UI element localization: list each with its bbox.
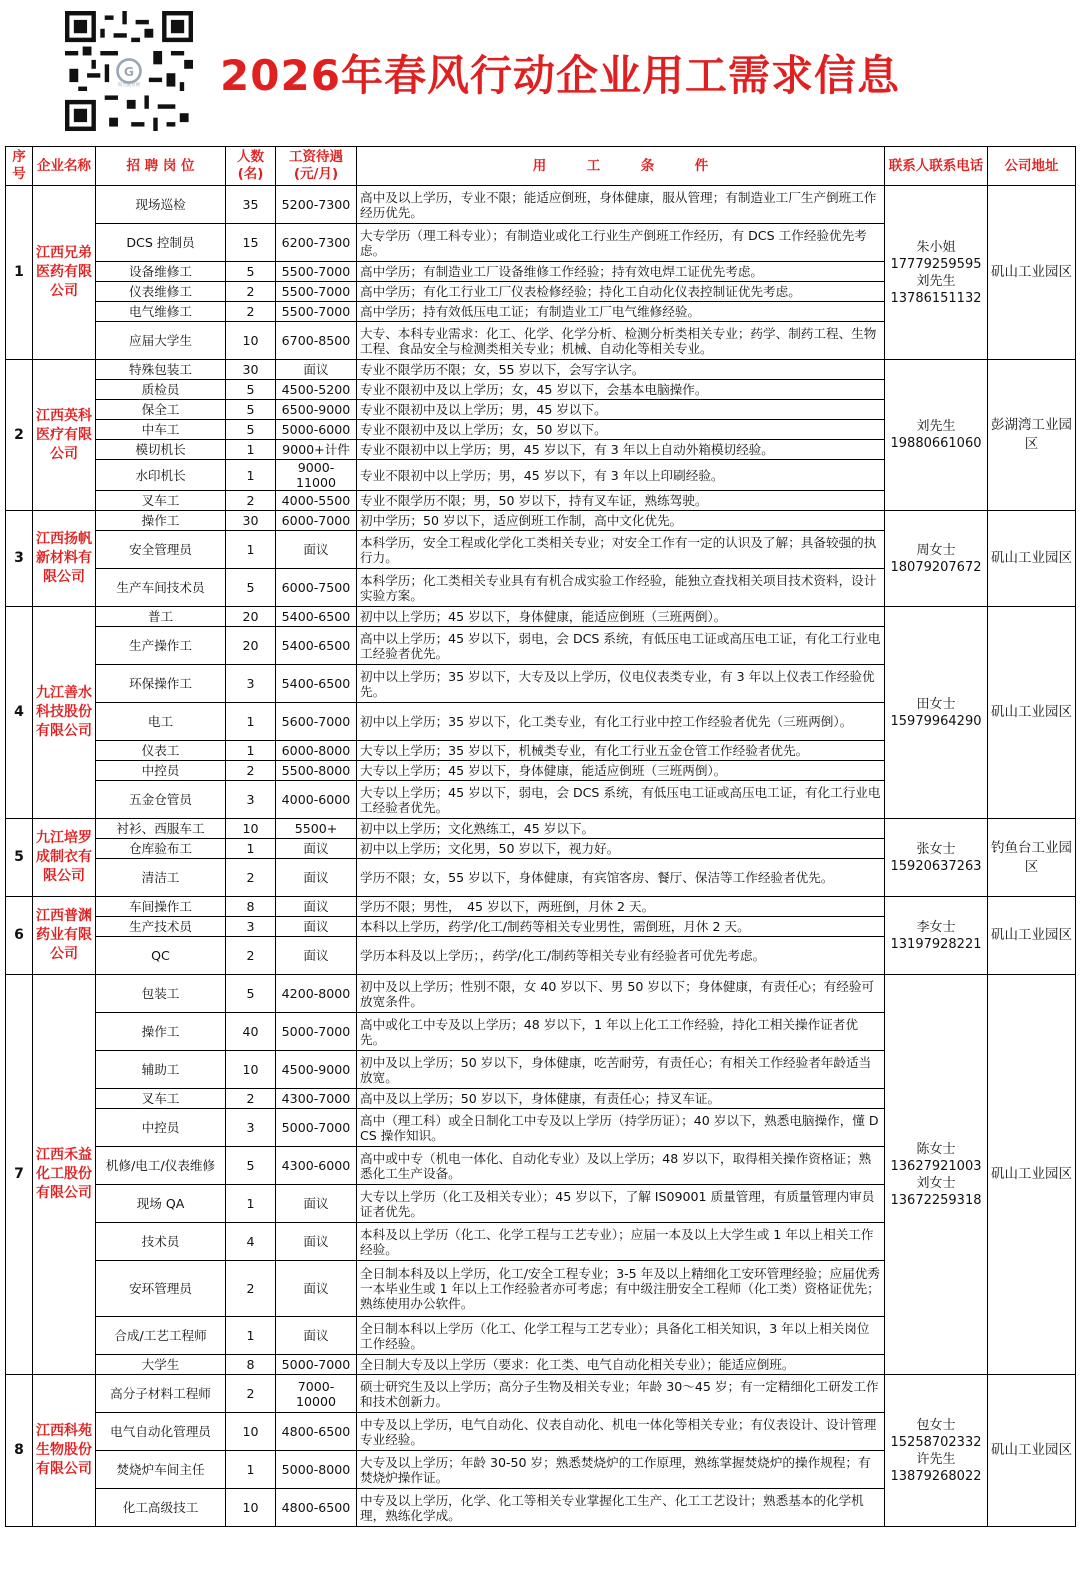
headcount: 1 [226,1451,276,1489]
contact-line: 刘先生 [916,273,956,289]
position-title: 生产技术员 [96,917,226,937]
contact-line: 李女士 [916,919,956,935]
headcount: 10 [226,1413,276,1451]
headcount: 15 [226,224,276,262]
position-title: 电工 [96,703,226,741]
headcount: 3 [226,917,276,937]
position-title: 安全管理员 [96,531,226,569]
salary: 7000-10000 [276,1375,357,1413]
table-row [6,186,1076,224]
salary: 5600-7000 [276,703,357,741]
company-name: 九江培罗成制衣有限公司 [33,819,96,897]
contact-line: 陈女士 [916,1141,956,1157]
salary: 面议 [276,859,357,897]
requirements: 大专以上学历；45 岁以下，身体健康，能适应倒班（三班两倒）。 [357,761,885,781]
position-title: 现场巡检 [96,186,226,224]
position-title: 电气维修工 [96,302,226,322]
salary: 5500-7000 [276,262,357,282]
contact-info [885,607,988,819]
headcount: 8 [226,897,276,917]
headcount: 3 [226,665,276,703]
job-table [5,146,1076,1527]
salary: 5400-6500 [276,607,357,627]
headcount: 4 [226,1223,276,1261]
salary: 面议 [276,839,357,859]
salary: 面议 [276,531,357,569]
headcount: 8 [226,1355,276,1375]
salary: 4500-9000 [276,1051,357,1089]
company-address: 彭湖湾工业园区 [988,360,1076,511]
contact-line: 15258702332 [890,1434,982,1450]
position-title: 安环管理员 [96,1261,226,1317]
headcount: 30 [226,360,276,380]
salary: 5400-6500 [276,627,357,665]
position-title: 中控员 [96,1109,226,1147]
position-title: 大学生 [96,1355,226,1375]
contact-info [885,360,988,511]
requirements: 初中以上学历；45 岁以下，身体健康，能适应倒班（三班两倒）。 [357,607,885,627]
row-index: 4 [6,607,33,819]
salary: 5500+ [276,819,357,839]
contact-line: 许先生 [916,1451,956,1467]
contact-line: 13627921003 [890,1158,982,1174]
requirements: 初中以上学历；35 岁以下，化工类专业，有化工行业中控工作经验者优先（三班两倒）。 [357,703,885,741]
row-index: 5 [6,819,33,897]
requirements: 全日制本科以上学历（化工、化学工程与工艺专业）；具备化工相关知识，3 年以上相关岗位工作经验。 [357,1317,885,1355]
salary: 面议 [276,1223,357,1261]
table-row [6,1375,1076,1413]
headcount: 5 [226,569,276,607]
table-row [6,897,1076,917]
requirements: 高中或中专（机电一体化、自动化专业）及以上学历；48 岁以下，取得相关操作资格证；熟悉化工生产设备。 [357,1147,885,1185]
contact-line: 周女士 [916,542,956,558]
company-name: 江西科苑生物股份有限公司 [33,1375,96,1527]
row-index: 3 [6,511,33,607]
requirements: 学历不限；男性， 45 岁以下，两班倒，月休 2 天。 [357,897,885,917]
requirements: 本科学历；化工类相关专业具有有机合成实验工作经验，能独立查找相关项目技术资料，设计实验方案。 [357,569,885,607]
headcount: 30 [226,511,276,531]
salary: 9000+计件 [276,440,357,460]
requirements: 专业不限学历不限；男，50 岁以下，持有叉车证，熟练驾驶。 [357,491,885,511]
company-name: 九江善水科技股份有限公司 [33,607,96,819]
header-count: 人数(名) [226,147,276,186]
headcount: 10 [226,1489,276,1527]
headcount: 1 [226,1317,276,1355]
company-address: 矶山工业园区 [988,897,1076,975]
qr-code [65,11,193,131]
requirements: 全日制本科及以上学历，化工/安全工程专业；3-5 年及以上精细化工安环管理经验；应届优秀一本毕业生或 1 年以上工作经验者亦可考虑；有中级注册安全工程师（化工类）资格证优先；熟练使用办公软件。 [357,1261,885,1317]
table-row [6,975,1076,1013]
header-address: 公司地址 [988,147,1076,186]
contact-info [885,186,988,360]
headcount: 2 [226,1261,276,1317]
headcount: 20 [226,627,276,665]
salary: 5500-7000 [276,282,357,302]
position-title: 机修/电工/仪表维修 [96,1147,226,1185]
headcount: 5 [226,975,276,1013]
salary: 6000-7000 [276,511,357,531]
company-name: 江西英科医疗有限公司 [33,360,96,511]
requirements: 中专及以上学历，电气自动化、仪表自动化、机电一体化等相关专业；有仪表设计、设计管理专业经验。 [357,1413,885,1451]
requirements: 高中（理工科）或全日制化工中专及以上学历（持学历证）；40 岁以下，熟悉电脑操作，懂 DCS 操作知识。 [357,1109,885,1147]
position-title: 特殊包装工 [96,360,226,380]
requirements: 大专、本科专业需求：化工、化学、化学分析、检测分析类相关专业；药学、制药工程、生物工程、食品安全与检测类相关专业；机械、自动化等相关专业。 [357,322,885,360]
requirements: 初中以上学历；文化熟练工，45 岁以下。 [357,819,885,839]
row-index: 2 [6,360,33,511]
headcount: 1 [226,460,276,491]
requirements: 专业不限初中及以上学历；女，50 岁以下。 [357,420,885,440]
requirements: 高中学历；持有效低压电工证；有制造业工厂电气维修经验。 [357,302,885,322]
table-row [6,819,1076,839]
position-title: 生产车间技术员 [96,569,226,607]
salary: 9000-11000 [276,460,357,491]
position-title: 模切机长 [96,440,226,460]
headcount: 2 [226,1375,276,1413]
contact-line: 13786151132 [890,290,982,306]
row-index: 8 [6,1375,33,1527]
requirements: 高中及以上学历，专业不限；能适应倒班，身体健康，服从管理；有制造业工厂生产倒班工作经历优先。 [357,186,885,224]
headcount: 35 [226,186,276,224]
company-address: 矶山工业园区 [988,511,1076,607]
position-title: 焚烧炉车间主任 [96,1451,226,1489]
position-title: 普工 [96,607,226,627]
requirements: 初中学历；50 岁以下，适应倒班工作制，高中文化优先。 [357,511,885,531]
salary: 5000-7000 [276,1109,357,1147]
salary: 4200-8000 [276,975,357,1013]
salary: 4800-6500 [276,1489,357,1527]
headcount: 3 [226,1109,276,1147]
row-index: 1 [6,186,33,360]
requirements: 专业不限初中以上学历；男，45 岁以下，有 3 年以上印刷经验。 [357,460,885,491]
header-requirements: 用 工 条 件 [357,147,885,186]
salary: 面议 [276,937,357,975]
salary: 面议 [276,360,357,380]
requirements: 中专及以上学历，化学、化工等相关专业掌握化工生产、化工工艺设计；熟悉基本的化学机理，熟练化学成。 [357,1489,885,1527]
company-address: 矶山工业园区 [988,975,1076,1375]
salary: 6200-7300 [276,224,357,262]
position-title: 环保操作工 [96,665,226,703]
position-title: 设备维修工 [96,262,226,282]
salary: 5500-8000 [276,761,357,781]
headcount: 1 [226,839,276,859]
salary: 6000-8000 [276,741,357,761]
position-title: 现场 QA [96,1185,226,1223]
headcount: 1 [226,440,276,460]
headcount: 1 [226,1185,276,1223]
header-company: 企业名称 [33,147,96,186]
contact-line: 17779259595 [890,256,982,272]
salary: 4300-6000 [276,1147,357,1185]
requirements: 初中以上学历；35 岁以下，大专及以上学历，仪电仪表类专业，有 3 年以上仪表工作经验优先。 [357,665,885,703]
requirements: 专业不限初中及以上学历；女，45 岁以下，会基本电脑操作。 [357,380,885,400]
company-name: 江西普渊药业有限公司 [33,897,96,975]
contact-line: 张女士 [916,841,956,857]
headcount: 20 [226,607,276,627]
position-title: 仪表维修工 [96,282,226,302]
position-title: 操作工 [96,1013,226,1051]
requirements: 大专及以上学历；年龄 30-50 岁；熟悉焚烧炉的工作原理，熟练掌握焚烧炉的操作规程；有焚烧炉操作证。 [357,1451,885,1489]
salary: 5000-6000 [276,420,357,440]
contact-line: 15920637263 [890,858,982,874]
headcount: 40 [226,1013,276,1051]
table-header [6,147,1076,186]
position-title: 衬衫、西服车工 [96,819,226,839]
headcount: 1 [226,531,276,569]
company-name: 江西禾益化工股份有限公司 [33,975,96,1375]
headcount: 2 [226,302,276,322]
table-row [6,607,1076,627]
position-title: 仓库验布工 [96,839,226,859]
salary: 面议 [276,1261,357,1317]
position-title: 辅助工 [96,1051,226,1089]
headcount: 2 [226,937,276,975]
position-title: 水印机长 [96,460,226,491]
salary: 6700-8500 [276,322,357,360]
headcount: 2 [226,859,276,897]
salary: 4000-6000 [276,781,357,819]
company-address: 钓鱼台工业园区 [988,819,1076,897]
position-title: 叉车工 [96,1089,226,1109]
salary: 5500-7000 [276,302,357,322]
position-title: 化工高级技工 [96,1489,226,1527]
requirements: 高中及以上学历；50 岁以下，身体健康，有责任心；持叉车证。 [357,1089,885,1109]
contact-line: 19880661060 [890,436,982,451]
position-title: 高分子材料工程师 [96,1375,226,1413]
requirements: 专业不限初中以上学历；男，45 岁以下，有 3 年以上自动外箱模切经验。 [357,440,885,460]
contact-line: 刘女士 [916,1175,956,1191]
headcount: 1 [226,741,276,761]
position-title: 包装工 [96,975,226,1013]
headcount: 10 [226,819,276,839]
salary: 面议 [276,897,357,917]
requirements: 本科及以上学历（化工、化学工程与工艺专业）；应届一本及以上大学生或 1 年以上相关工作经验。 [357,1223,885,1261]
position-title: 仪表工 [96,741,226,761]
row-index: 6 [6,897,33,975]
company-address: 矶山工业园区 [988,186,1076,360]
requirements: 大专以上学历；45 岁以下，弱电，会 DCS 系统，有低压电工证或高压电工证，有化工行业电工经验者优先。 [357,781,885,819]
position-title: 电气自动化管理员 [96,1413,226,1451]
contact-info [885,975,988,1375]
svg-text:阳光就业网: 阳光就业网 [118,83,140,89]
headcount: 5 [226,262,276,282]
company-name: 江西兄弟医药有限公司 [33,186,96,360]
requirements: 学历不限；女，55 岁以下，身体健康，有宾馆客房、餐厅、保洁等工作经验者优先。 [357,859,885,897]
requirements: 硕士研究生及以上学历；高分子生物及相关专业；年龄 30～45 岁；有一定精细化工研发工作和技术创新力。 [357,1375,885,1413]
position-title: 清洁工 [96,859,226,897]
position-title: 应届大学生 [96,322,226,360]
position-title: 合成/工艺工程师 [96,1317,226,1355]
row-index: 7 [6,975,33,1375]
position-title: 质检员 [96,380,226,400]
headcount: 5 [226,380,276,400]
requirements: 全日制大专及以上学历（要求：化工类、电气自动化相关专业）；能适应倒班。 [357,1355,885,1375]
salary: 面议 [276,1317,357,1355]
requirements: 高中以上学历；45 岁以下，弱电，会 DCS 系统，有低压电工证或高压电工证，有化工行业电工经验者优先。 [357,627,885,665]
salary: 5400-6500 [276,665,357,703]
requirements: 本科以上学历，药学/化工/制药等相关专业男性，需倒班，月休 2 天。 [357,917,885,937]
salary: 面议 [276,917,357,937]
headcount: 2 [226,1089,276,1109]
salary: 5000-7000 [276,1013,357,1051]
headcount: 10 [226,322,276,360]
headcount: 5 [226,1147,276,1185]
requirements: 本科学历，安全工程或化学化工类相关专业；对安全工作有一定的认识及了解；具备较强的执行力。 [357,531,885,569]
company-name: 江西扬帆新材料有限公司 [33,511,96,607]
position-title: 生产操作工 [96,627,226,665]
position-title: 叉车工 [96,491,226,511]
requirements: 大专以上学历（化工及相关专业）；45 岁以下，了解 IS09001 质量管理，有质量管理内审员证者优先。 [357,1185,885,1223]
headcount: 2 [226,761,276,781]
contact-line: 朱小姐 [916,239,956,255]
header-contact: 联系人联系电话 [885,147,988,186]
salary: 4000-5500 [276,491,357,511]
company-address: 矶山工业园区 [988,607,1076,819]
contact-info [885,819,988,897]
position-title: 中控员 [96,761,226,781]
position-title: 保全工 [96,400,226,420]
salary: 5000-7000 [276,1355,357,1375]
header-idx: 序号 [6,147,33,186]
headcount: 2 [226,282,276,302]
requirements: 专业不限初中及以上学历；男，45 岁以下。 [357,400,885,420]
position-title: 车间操作工 [96,897,226,917]
company-address: 矶山工业园区 [988,1375,1076,1527]
requirements: 初中及以上学历；50 岁以下，身体健康，吃苦耐劳，有责任心；有相关工作经验者年龄适当放宽。 [357,1051,885,1089]
table-row [6,511,1076,531]
contact-line: 13879268022 [890,1468,982,1484]
position-title: 中车工 [96,420,226,440]
requirements: 初中以上学历；文化男，50 岁以下，视力好。 [357,839,885,859]
salary: 6000-7500 [276,569,357,607]
position-title: 操作工 [96,511,226,531]
requirements: 专业不限学历不限；女，55 岁以下，会写字认字。 [357,360,885,380]
contact-line: 15979964290 [890,713,982,729]
position-title: QC [96,937,226,975]
requirements: 大专以上学历；35 岁以下，机械类专业，有化工行业五金仓管工作经验者优先。 [357,741,885,761]
position-title: 五金仓管员 [96,781,226,819]
position-title: 技术员 [96,1223,226,1261]
salary: 4800-6500 [276,1413,357,1451]
requirements: 高中学历；有化工行业工厂仪表检修经验；持化工自动化仪表控制证优先考虑。 [357,282,885,302]
salary: 面议 [276,1185,357,1223]
requirements: 高中学历；有制造业工厂设备维修工作经验；持有效电焊工证优先考虑。 [357,262,885,282]
svg-text:G: G [123,63,135,79]
salary: 5000-8000 [276,1451,357,1489]
contact-info [885,897,988,975]
salary: 6500-9000 [276,400,357,420]
header-salary: 工资待遇(元/月) [276,147,357,186]
contact-line: 刘先生 [916,419,956,434]
requirements: 学历本科及以上学历；，药学/化工/制药等相关专业有经验者可优先考虑。 [357,937,885,975]
contact-line: 13672259318 [890,1192,982,1208]
headcount: 2 [226,491,276,511]
contact-line: 18079207672 [890,559,982,575]
requirements: 初中及以上学历；性别不限，女 40 岁以下、男 50 岁以下；身体健康，有责任心；有经验可放宽条件。 [357,975,885,1013]
header-position: 招 聘 岗 位 [96,147,226,186]
salary: 4300-7000 [276,1089,357,1109]
contact-line: 田女士 [916,696,956,712]
headcount: 3 [226,781,276,819]
salary: 4500-5200 [276,380,357,400]
headcount: 10 [226,1051,276,1089]
requirements: 大专学历（理工科专业）；有制造业或化工行业生产倒班工作经历，有 DCS 工作经验优先考虑。 [357,224,885,262]
requirements: 高中或化工中专及以上学历；48 岁以下，1 年以上化工工作经验，持化工相关操作证者优先。 [357,1013,885,1051]
contact-info [885,511,988,607]
headcount: 5 [226,400,276,420]
position-title: DCS 控制员 [96,224,226,262]
table-row [6,360,1076,380]
salary: 5200-7300 [276,186,357,224]
headcount: 5 [226,420,276,440]
page-title: 2026年春风行动企业用工需求信息 [220,51,900,100]
headcount: 1 [226,703,276,741]
contact-info [885,1375,988,1527]
contact-line: 13197928221 [890,936,982,952]
contact-line: 包女士 [916,1417,956,1433]
